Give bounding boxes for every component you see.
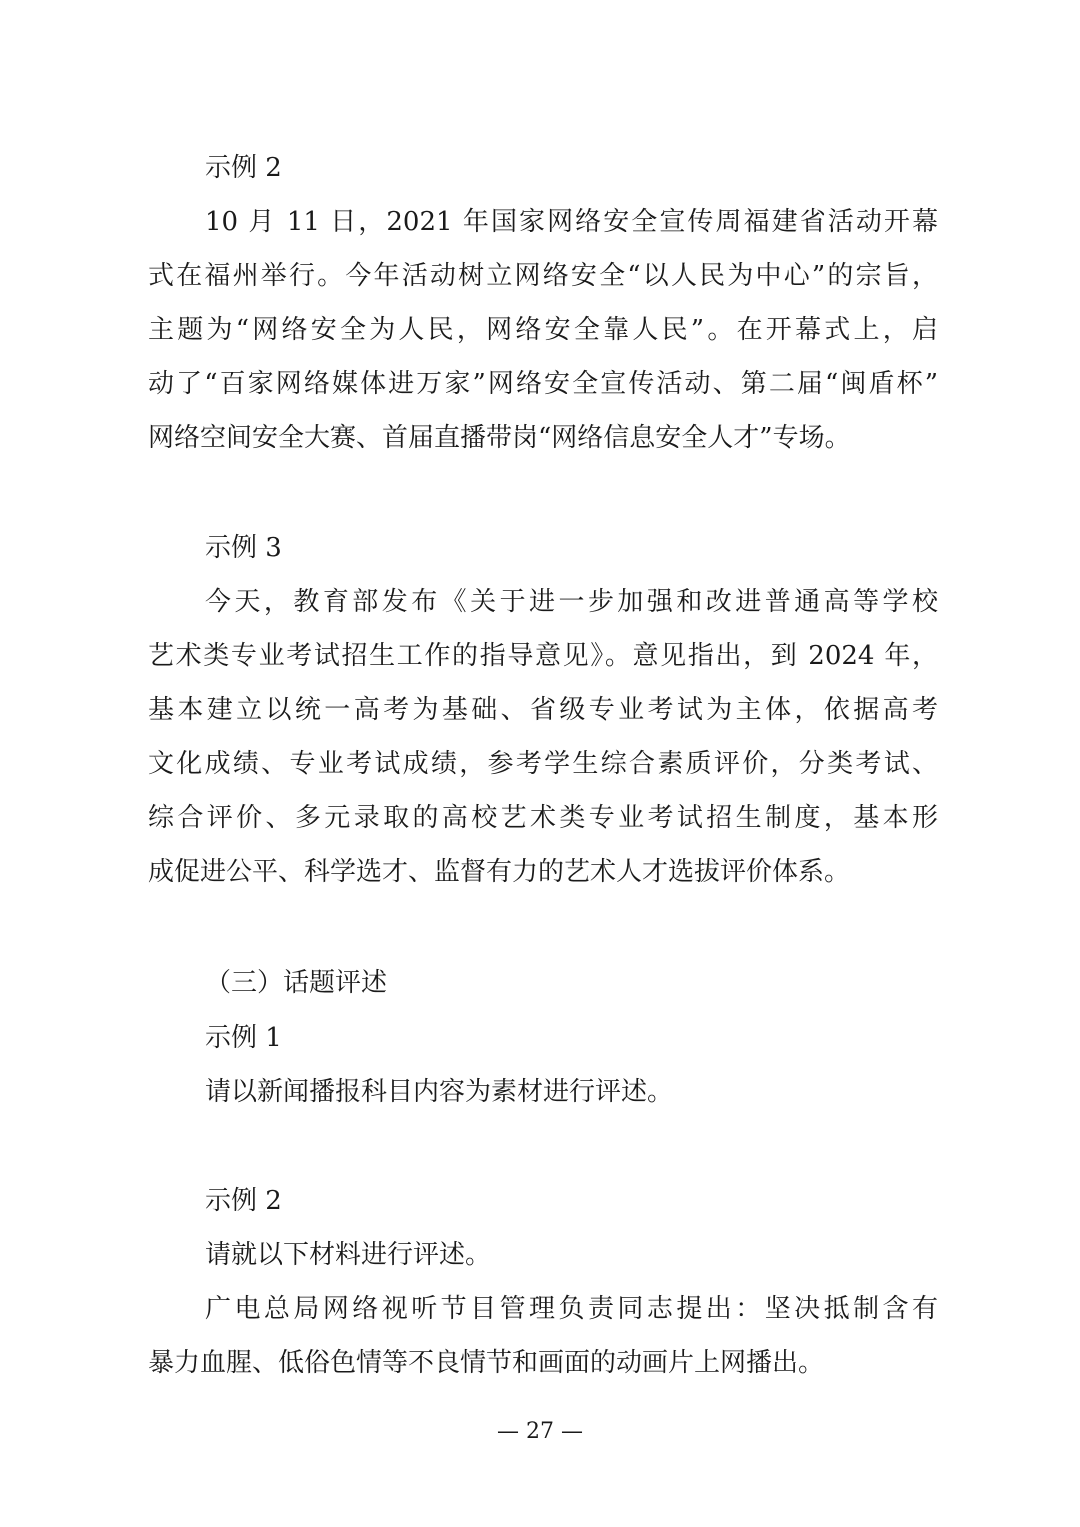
paragraph-line: 综合评价、多元录取的高校艺术类专业考试招生制度，基本形: [148, 803, 938, 833]
paragraph-line: 请就以下材料进行评述。: [205, 1240, 492, 1270]
paragraph-line: 网络空间安全大赛、首届直播带岗“网络信息安全人才”专场。: [148, 423, 851, 453]
paragraph-line: 动了“百家网络媒体进万家”网络安全宣传活动、第二届“闽盾杯”: [148, 369, 938, 399]
paragraph-line: 10 月 11 日，2021 年国家网络安全宣传周福建省活动开幕: [205, 207, 938, 237]
paragraph-line: 艺术类专业考试招生工作的指导意见》。意见指出，到 2024 年，: [148, 641, 938, 671]
paragraph-line: 文化成绩、专业考试成绩，参考学生综合素质评价，分类考试、: [148, 749, 938, 779]
example-heading: 示例 2: [205, 1186, 282, 1216]
example-heading: 示例 1: [205, 1023, 282, 1053]
page-number: — 27 —: [497, 1419, 583, 1444]
paragraph-line: 请以新闻播报科目内容为素材进行评述。: [205, 1077, 674, 1107]
section-title: （三）话题评述: [205, 968, 388, 998]
paragraph-line: 式在福州举行。今年活动树立网络安全“以人民为中心”的宗旨，: [148, 261, 938, 291]
example-heading: 示例 3: [205, 533, 282, 563]
paragraph-line: 主题为“网络安全为人民，网络安全靠人民”。在开幕式上，启: [148, 315, 938, 345]
paragraph-line: 今天，教育部发布《关于进一步加强和改进普通高等学校: [205, 587, 938, 617]
paragraph-line: 暴力血腥、低俗色情等不良情节和画面的动画片上网播出。: [148, 1348, 825, 1378]
paragraph-line: 基本建立以统一高考为基础、省级专业考试为主体，依据高考: [148, 695, 938, 725]
paragraph-line: 广电总局网络视听节目管理负责同志提出：坚决抵制含有: [205, 1294, 938, 1324]
example-heading: 示例 2: [205, 153, 282, 183]
paragraph-line: 成促进公平、科学选才、监督有力的艺术人才选拔评价体系。: [148, 857, 851, 887]
